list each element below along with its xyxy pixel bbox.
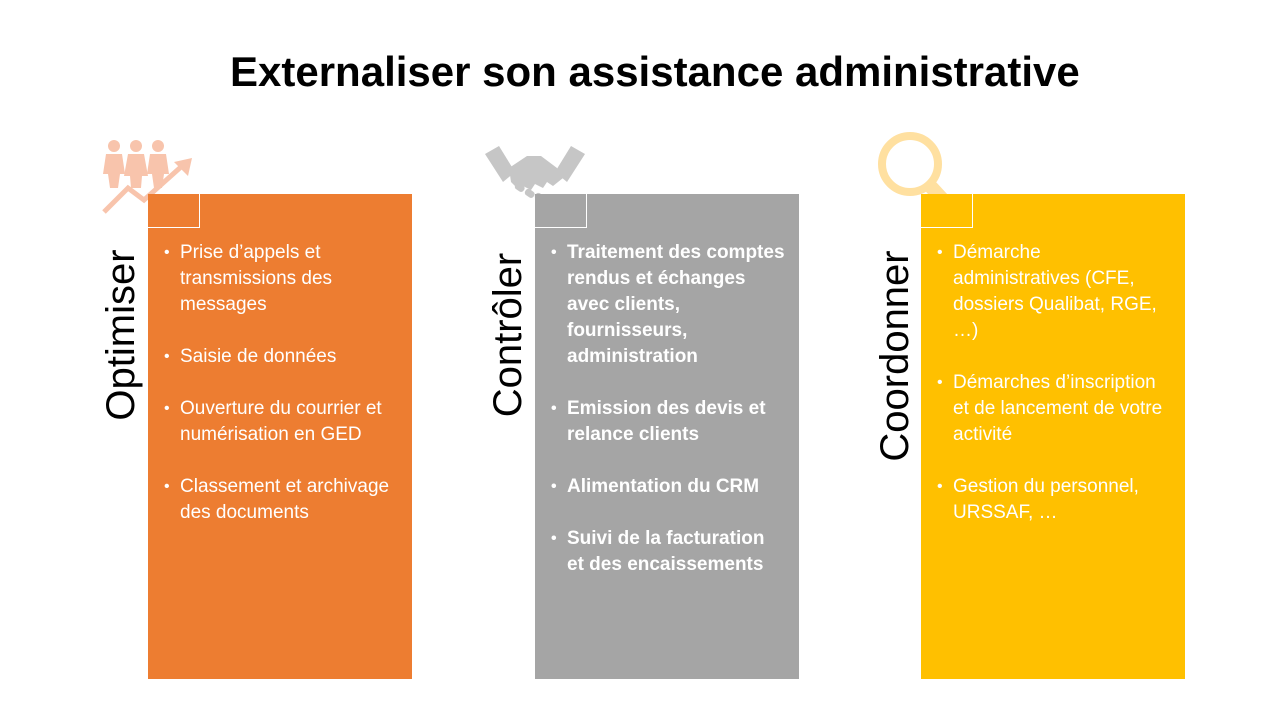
- column-label-controler: Contrôler: [486, 252, 530, 418]
- items-list-optimiser: [164, 240, 398, 526]
- box-notch: [535, 194, 587, 228]
- list-item: • Traitement des comptes rendus et échanges avec clients, fournisseurs, administration: [551, 240, 785, 370]
- box-notch: [921, 194, 973, 228]
- column-box-coordonner: [921, 194, 1185, 679]
- column-box-controler: [535, 194, 799, 679]
- slide-title: Externaliser son assistance administrative: [230, 48, 1080, 95]
- column-label-coordonner: Coordonner: [873, 250, 917, 462]
- list-item: • Ouverture du courrier et numérisation en GED: [164, 396, 398, 448]
- list-item: • Alimentation du CRM: [551, 474, 785, 500]
- box-notch: [148, 194, 200, 228]
- list-item: • Suivi de la facturation et des encaissements: [551, 526, 785, 578]
- column-box-optimiser: [148, 194, 412, 679]
- list-item: • Classement et archivage des documents: [164, 474, 398, 526]
- list-item: • Démarche administratives (CFE, dossiers Qualibat, RGE, …): [937, 240, 1171, 344]
- items-list-controler: [551, 240, 785, 578]
- list-item: • Saisie de données: [164, 344, 398, 370]
- items-list-coordonner: [937, 240, 1171, 526]
- column-label-optimiser: Optimiser: [99, 249, 143, 421]
- list-item: • Démarches d’inscription et de lancement de votre activité: [937, 370, 1171, 448]
- list-item: • Gestion du personnel, URSSAF, …: [937, 474, 1171, 526]
- list-item: • Prise d’appels et transmissions des messages: [164, 240, 398, 318]
- list-item: • Emission des devis et relance clients: [551, 396, 785, 448]
